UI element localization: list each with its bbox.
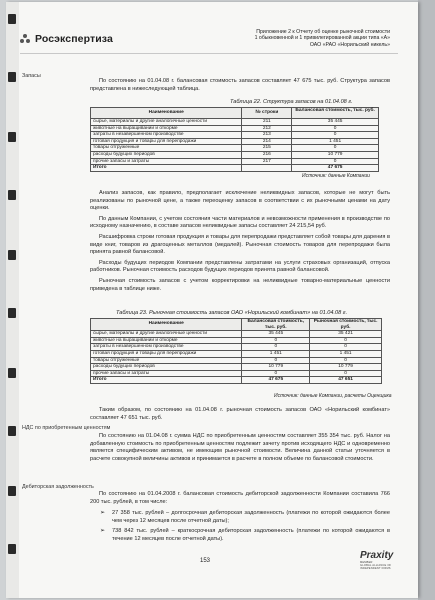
table-cell: прочие запасы и затраты bbox=[91, 158, 242, 165]
header-line: 1 обыкновенной и 1 привилегированной акции типа «А» bbox=[254, 35, 390, 42]
inventory-analysis-text bbox=[90, 190, 390, 293]
header-divider bbox=[20, 53, 398, 54]
table-total-row bbox=[91, 377, 382, 384]
table-row bbox=[91, 364, 382, 371]
praxity-tagline: MEMBER bbox=[360, 561, 373, 564]
table-row bbox=[91, 344, 382, 351]
receivables-list bbox=[100, 510, 390, 546]
section-label-vat: НДС по приобретенным ценностям bbox=[22, 425, 111, 431]
binder-hole bbox=[8, 308, 16, 318]
table23-source: Источник: данные Компании, расчеты Оценщика bbox=[274, 393, 392, 399]
section-label-inventory: Запасы bbox=[22, 73, 41, 79]
praxity-tagline: INDEPENDENT FIRMS bbox=[360, 567, 391, 570]
table-row bbox=[91, 357, 382, 364]
praxity-tagline: GLOBAL ALLIANCE OF bbox=[360, 564, 392, 567]
table-cell: расходы будущих периодов bbox=[91, 364, 242, 371]
table-cell: 0 bbox=[310, 357, 382, 364]
table-cell: животные на выращивании и откорме bbox=[91, 125, 242, 132]
binder-hole bbox=[8, 250, 16, 260]
table-header-row bbox=[91, 108, 379, 119]
paragraph-3: По данным Компании, с учетом состояния части материалов и невозможности применения в производстве по исходному назначению, в составе запасов неликвидные запасы составляет 24 215,54 руб. bbox=[90, 215, 390, 230]
header-line: ОАО «РАО «Норильский никель» bbox=[309, 41, 390, 48]
binder-hole bbox=[8, 190, 16, 200]
table-cell: 0 bbox=[292, 125, 379, 132]
binder-hole bbox=[8, 544, 16, 554]
table-header-row bbox=[91, 319, 382, 331]
table-cell: 214 bbox=[242, 138, 292, 145]
table-cell: затраты в незавершенном производстве bbox=[91, 132, 242, 139]
logo-text: Росэкспертиза bbox=[35, 33, 113, 45]
table-cell: 1 451 bbox=[310, 350, 382, 357]
binder-hole bbox=[8, 368, 16, 378]
header-annex-info bbox=[200, 29, 390, 48]
table-cell: 35 445 bbox=[242, 331, 310, 338]
paragraph-6: Рыночная стоимость запасов с учетом корректировки на неликвидные товарно-материальные ценности приведена в таблице ниже. bbox=[90, 277, 390, 292]
binder-hole bbox=[8, 14, 16, 24]
table-cell: 0 bbox=[292, 145, 379, 152]
table22-inventory-structure bbox=[90, 107, 379, 172]
receivables-text bbox=[90, 491, 390, 506]
table-header-cell: Балансовая стоимость, тыс. руб. bbox=[242, 319, 310, 331]
table-header-cell: Балансовая стоимость, тыс. руб. bbox=[292, 108, 379, 119]
paragraph-8: По состоянию на 01.04.08 г. сумма НДС по приобретенным ценностям составляет 355 354 тыс. руб. Налог на добавленную стоимость по приобретенным ценностям подлежит зачету против исходящего НДС и одновременно является специфическим активом, не имеющим рыночной стоимости. Величина данной статьи уточняется в расчете совокупной величины активов и принимается в расчете в полном объеме по балансовой стоимости. bbox=[90, 433, 390, 462]
table23-market-value bbox=[90, 318, 382, 384]
table-cell: Итого bbox=[91, 377, 242, 384]
table-cell: 10 779 bbox=[242, 364, 310, 371]
paragraph-1: По состоянию на 01.04.08 г. балансовая стоимость запасов составляет 47 675 тыс. руб. Структура запасов представлена в нижеследующей таблица. bbox=[90, 78, 390, 92]
table-row bbox=[91, 331, 382, 338]
table-cell: 211 bbox=[242, 119, 292, 126]
table-cell: 1 451 bbox=[242, 350, 310, 357]
table-cell: 47 675 bbox=[292, 165, 379, 172]
table-cell: товары отгруженные bbox=[91, 357, 242, 364]
company-logo bbox=[20, 33, 113, 45]
table-row bbox=[91, 125, 379, 132]
table22-caption: Таблица 22. Структура запасов на 01.04.08 г. bbox=[230, 99, 353, 105]
table-cell: 215 bbox=[242, 145, 292, 152]
table-cell: 0 bbox=[310, 344, 382, 351]
table-cell: 35 421 bbox=[310, 331, 382, 338]
right-page-edge bbox=[418, 0, 435, 600]
table-cell bbox=[242, 165, 292, 172]
table-cell: 0 bbox=[310, 337, 382, 344]
table-cell: товары отгруженные bbox=[91, 145, 242, 152]
table-cell: 47 651 bbox=[310, 377, 382, 384]
section-label-receivables: Дебиторская задолженность bbox=[22, 484, 94, 490]
praxity-logo bbox=[360, 550, 410, 570]
table-cell: 217 bbox=[242, 158, 292, 165]
table-row bbox=[91, 158, 379, 165]
table-header-cell: Наименование bbox=[91, 108, 242, 119]
table-row bbox=[91, 119, 379, 126]
paragraph-5: Расходы будущих периодов Компании представлены затратами на услуги страховых организаций, отпуска работников. Рыночная стоимость расходов будущих периодов принята равной балансовой. bbox=[90, 259, 390, 274]
table-cell: 35 445 bbox=[292, 119, 379, 126]
paragraph-9: По состоянию на 01.04.2008 г. балансовая стоимость дебиторской задолженности Компании составила 766 200 тыс. рублей, в том числе: bbox=[90, 491, 390, 505]
list-item: ➢ 27 358 тыс. рублей – долгосрочная дебиторская задолженность (платежи по которой ожидаются более чем через 12 месяцев после отчетной даты); bbox=[100, 510, 390, 524]
table-cell: сырье, материалы и другие аналогичные ценности bbox=[91, 331, 242, 338]
paragraph-7: Таким образом, по состоянию на 01.04.08 г. рыночная стоимость запасов ОАО «Норильский комбинат» составляет 47 651 тыс. руб. bbox=[90, 407, 390, 421]
inventory-conclusion bbox=[90, 407, 390, 422]
table22-source: Источник: данные Компании bbox=[302, 173, 370, 179]
list-item: ➢ 738 842 тыс. рублей – краткосрочная дебиторская задолженность (платежи по которой ожидаются в течение 12 месяцев после отчетной даты). bbox=[100, 528, 390, 542]
table-cell: 216 bbox=[242, 151, 292, 158]
table-cell: 0 bbox=[292, 158, 379, 165]
table-cell: 0 bbox=[310, 370, 382, 377]
table-cell: животные на выращивании и откорме bbox=[91, 337, 242, 344]
header-line: Приложение 2 к Отчету об оценке рыночной стоимости bbox=[256, 29, 390, 35]
table-row bbox=[91, 350, 382, 357]
table-cell: 10 779 bbox=[292, 151, 379, 158]
table-cell: 47 675 bbox=[242, 377, 310, 384]
table-cell: сырье, материалы и другие аналогичные ценности bbox=[91, 119, 242, 126]
table-header-cell: Рыночная стоимость, тыс. руб. bbox=[310, 319, 382, 331]
table23-caption: Таблица 23. Рыночная стоимость запасов ОАО «Норильский комбинат» на 01.04.08 г. bbox=[116, 310, 348, 316]
table-row bbox=[91, 145, 379, 152]
table-cell: Итого bbox=[91, 165, 242, 172]
table-cell: 0 bbox=[242, 337, 310, 344]
table-cell: 1 451 bbox=[292, 138, 379, 145]
paragraph-4: Расшифровка строки готовая продукция и товары для перепродажи представляет собой товары для дарения в виде книг, товаров из драгоценных металлов (медалей). Рыночная стоимость товаров для перепродажи была принята равной балансовой. bbox=[90, 233, 390, 256]
table-cell: 0 bbox=[242, 357, 310, 364]
praxity-name: Praxity bbox=[360, 550, 394, 561]
table-total-row bbox=[91, 165, 379, 172]
table-row bbox=[91, 132, 379, 139]
binder-strip bbox=[6, 2, 19, 598]
table-cell: 0 bbox=[242, 344, 310, 351]
table-cell: расходы будущих периодов bbox=[91, 151, 242, 158]
table-cell: 10 779 bbox=[310, 364, 382, 371]
binder-hole bbox=[8, 72, 16, 82]
table-header-cell: Наименование bbox=[91, 319, 242, 331]
table-cell: прочие запасы и затраты bbox=[91, 370, 242, 377]
table-cell: затраты в незавершенном производстве bbox=[91, 344, 242, 351]
table-cell: готовая продукция и товары для перепродажи bbox=[91, 350, 242, 357]
table-row bbox=[91, 138, 379, 145]
vat-text bbox=[90, 433, 390, 463]
table-cell: 0 bbox=[292, 132, 379, 139]
table-cell: готовая продукция и товары для перепродажи bbox=[91, 138, 242, 145]
page-number: 153 bbox=[200, 558, 211, 564]
table-cell: 213 bbox=[242, 132, 292, 139]
arrow-bullet-icon: ➢ bbox=[100, 510, 106, 516]
table-cell: 0 bbox=[242, 370, 310, 377]
binder-hole bbox=[8, 426, 16, 436]
arrow-bullet-icon: ➢ bbox=[100, 528, 106, 535]
table-row bbox=[91, 337, 382, 344]
binder-hole bbox=[8, 132, 16, 142]
table-row bbox=[91, 151, 379, 158]
table-row bbox=[91, 370, 382, 377]
table-header-cell: № строки bbox=[242, 108, 292, 119]
logo-dots-icon bbox=[20, 34, 31, 45]
document-page bbox=[6, 2, 418, 598]
paragraph-2: Анализ запасов, как правило, предполагает исключение неликвидных запасов, которые не могут быть реализованы по рыночной цене, а также переоценку запасов в соответствии с их рыночными ценами на дату оценки. bbox=[90, 190, 390, 212]
binder-hole bbox=[8, 486, 16, 496]
table-cell: 212 bbox=[242, 125, 292, 132]
